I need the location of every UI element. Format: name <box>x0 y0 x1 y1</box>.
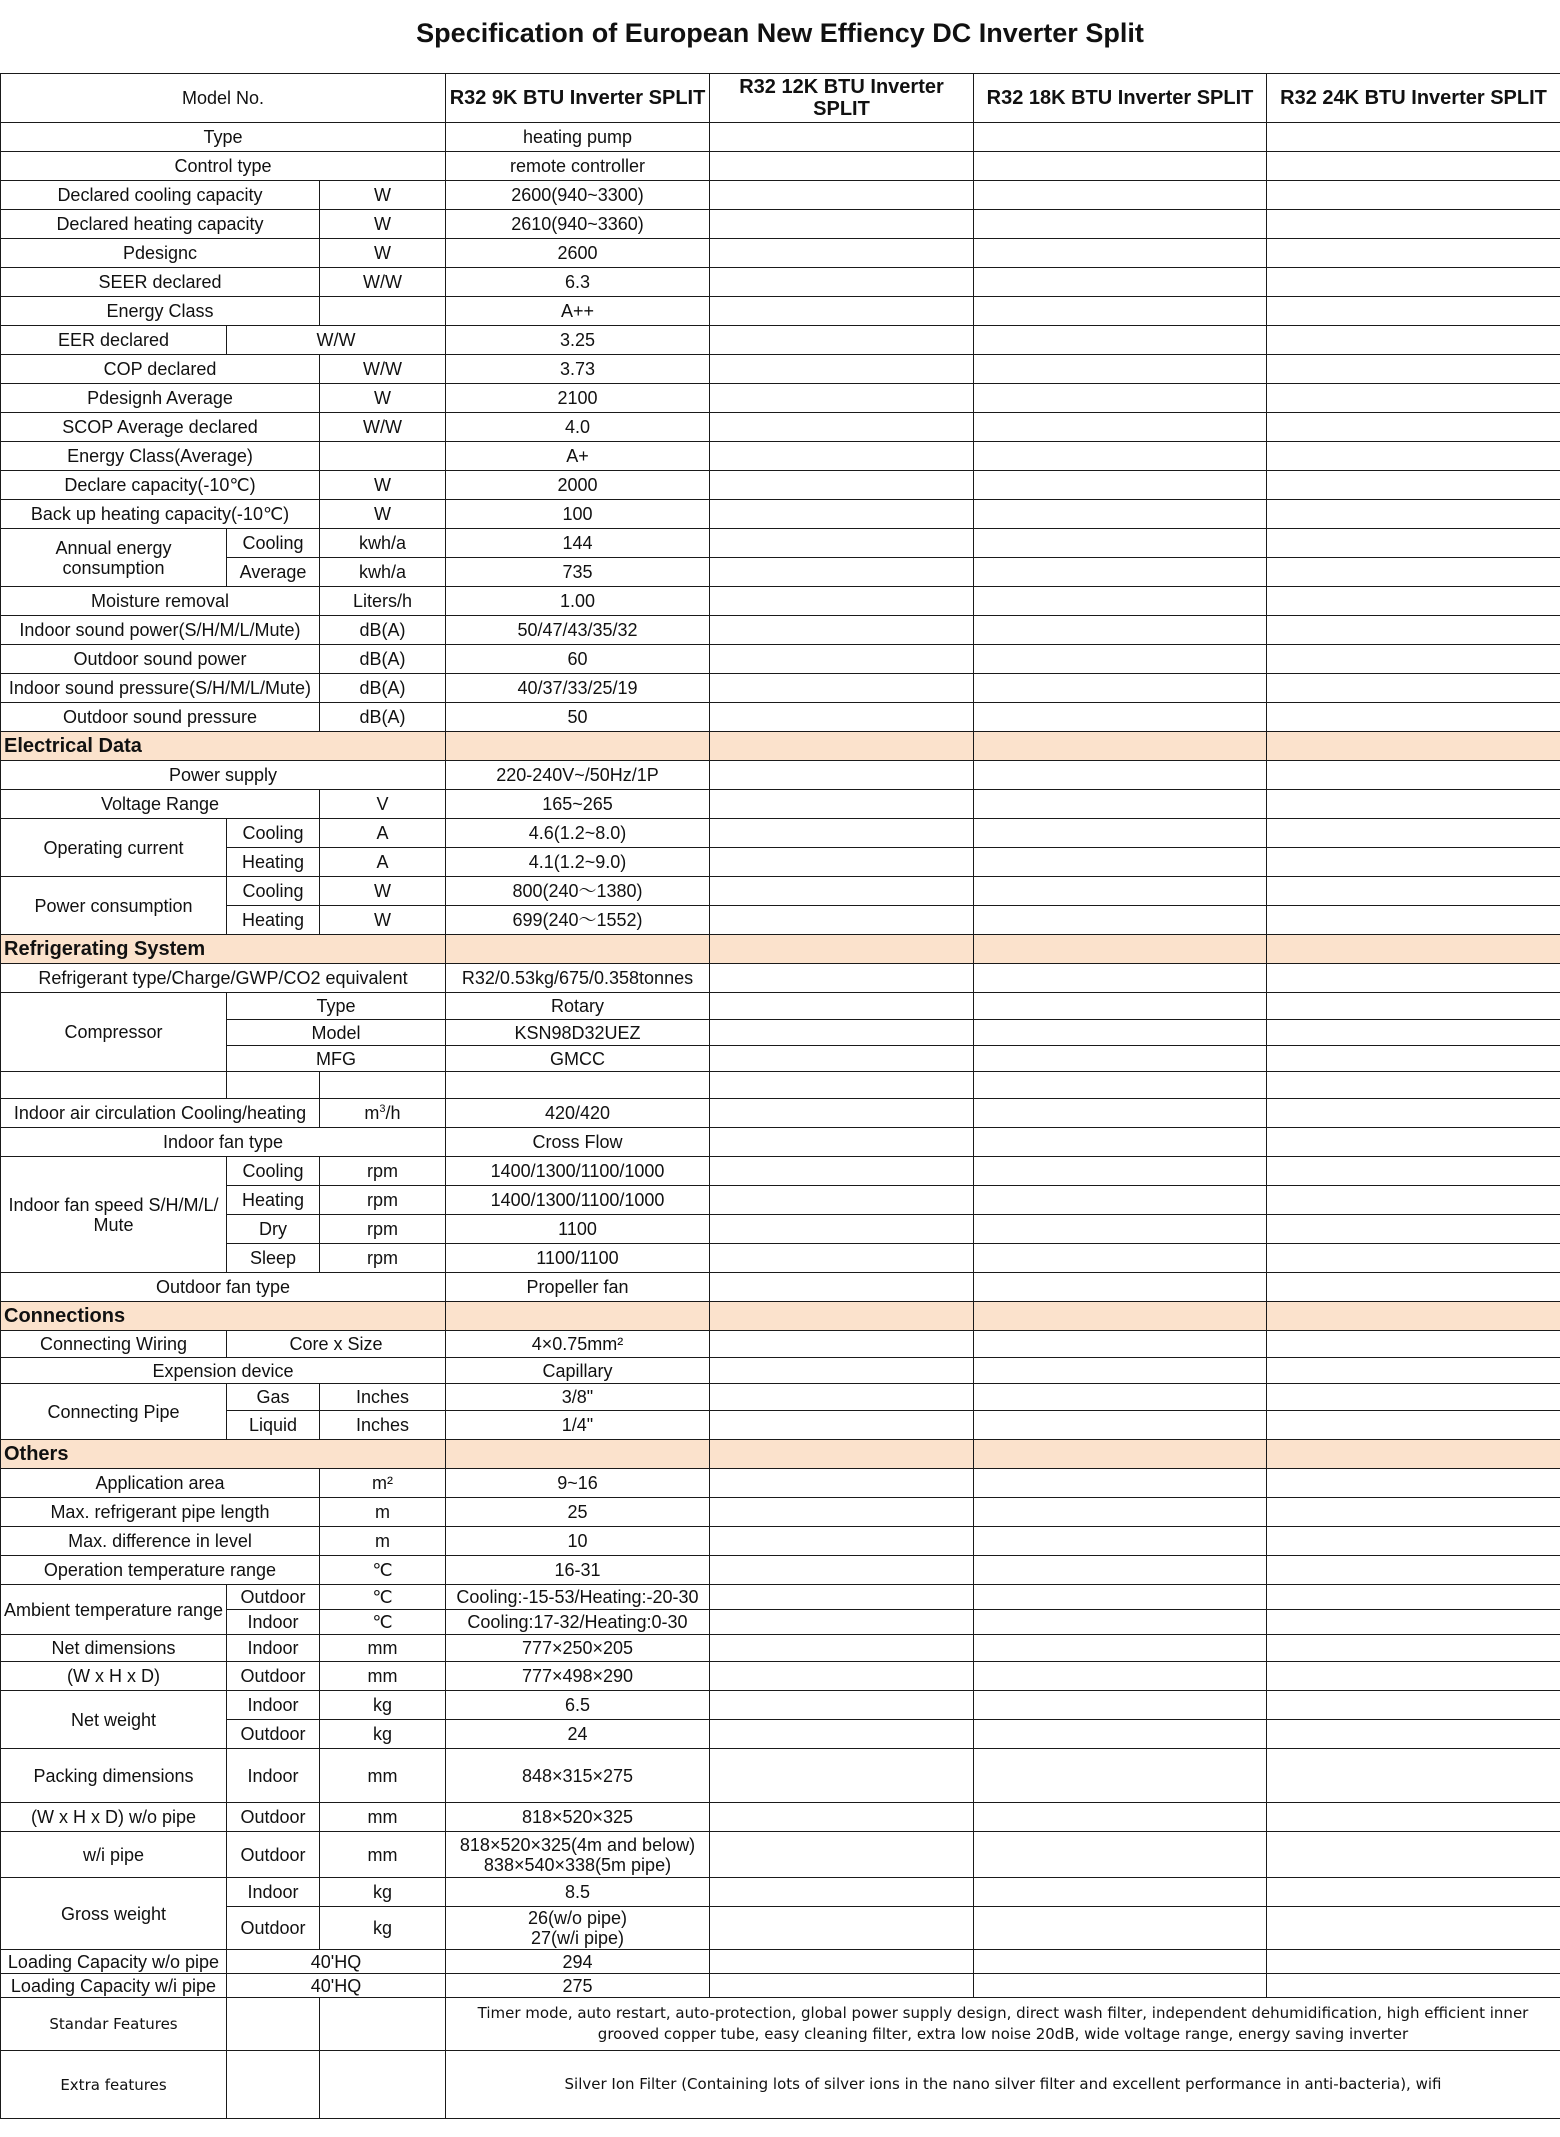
row-label: Refrigerant type/Charge/GWP/CO2 equivalent <box>1 964 446 993</box>
row-sublabel: Indoor <box>227 1749 320 1803</box>
table-row <box>1 1907 1560 1950</box>
row-unit: m <box>320 1527 446 1556</box>
section-row <box>1 1440 1560 1469</box>
table-row <box>1 1498 1560 1527</box>
table-row <box>1 152 1560 181</box>
row-unit: 40'HQ <box>227 1950 446 1974</box>
row-value: 420/420 <box>446 1099 710 1128</box>
table-row <box>1 268 1560 297</box>
row-value: 9~16 <box>446 1469 710 1498</box>
row-label: Max. refrigerant pipe length <box>1 1498 320 1527</box>
row-label: Gross weight <box>1 1878 227 1950</box>
table-row <box>1 123 1560 152</box>
row-label: Declare capacity(-10℃) <box>1 471 320 500</box>
row-value: 1400/1300/1100/1000 <box>446 1157 710 1186</box>
row-sublabel: Cooling <box>227 529 320 558</box>
row-label: Outdoor sound power <box>1 645 320 674</box>
table-row <box>1 210 1560 239</box>
table-row <box>1 1072 1560 1099</box>
row-unit: Liters/h <box>320 587 446 616</box>
row-value: 2600(940~3300) <box>446 181 710 210</box>
section-row <box>1 732 1560 761</box>
section-refrigerating: Refrigerating System <box>1 935 446 964</box>
table-row <box>1 1411 1560 1440</box>
row-label: Control type <box>1 152 446 181</box>
row-label: Connecting Pipe <box>1 1384 227 1440</box>
row-label: Type <box>1 123 446 152</box>
table-row <box>1 1950 1560 1974</box>
row-unit: $m^3/h$ <box>320 1099 446 1128</box>
row-sublabel: Heating <box>227 848 320 877</box>
row-value: 2100 <box>446 384 710 413</box>
row-label: Indoor fan speed S/H/M/L/ Mute <box>1 1157 227 1273</box>
model-18k: R32 18K BTU Inverter SPLIT <box>974 74 1267 123</box>
row-unit: W <box>320 239 446 268</box>
row-value: 3.25 <box>446 326 710 355</box>
row-unit: dB(A) <box>320 674 446 703</box>
table-row <box>1 1046 1560 1072</box>
row-sublabel: Outdoor <box>227 1803 320 1832</box>
row-unit: dB(A) <box>320 645 446 674</box>
table-row <box>1 674 1560 703</box>
row-unit: kg <box>320 1878 446 1907</box>
row-value: 1/4" <box>446 1411 710 1440</box>
table-row <box>1 616 1560 645</box>
table-row <box>1 1128 1560 1157</box>
table-row <box>1 239 1560 268</box>
table-row <box>1 761 1560 790</box>
row-unit: W <box>320 210 446 239</box>
table-row <box>1 1832 1560 1878</box>
row-value: GMCC <box>446 1046 710 1072</box>
row-value: 50/47/43/35/32 <box>446 616 710 645</box>
row-sublabel: Sleep <box>227 1244 320 1273</box>
row-value: 3/8" <box>446 1384 710 1411</box>
row-sublabel: Indoor <box>227 1878 320 1907</box>
row-unit: dB(A) <box>320 616 446 645</box>
row-label: Packing dimensions <box>1 1749 227 1803</box>
row-value: 6.3 <box>446 268 710 297</box>
row-value: remote controller <box>446 152 710 181</box>
row-value: A+ <box>446 442 710 471</box>
row-unit: kg <box>320 1907 446 1950</box>
table-row <box>1 1157 1560 1186</box>
row-sublabel: MFG <box>227 1046 446 1072</box>
row-sublabel: Indoor <box>227 1691 320 1720</box>
row-value: 25 <box>446 1498 710 1527</box>
table-row <box>1 587 1560 616</box>
row-label: Declared cooling capacity <box>1 181 320 210</box>
table-row <box>1 1358 1560 1384</box>
row-unit: 40'HQ <box>227 1974 446 1998</box>
row-label: Energy Class(Average) <box>1 442 320 471</box>
row-sublabel: Average <box>227 558 320 587</box>
table-row <box>1 1331 1560 1358</box>
row-unit: W/W <box>320 268 446 297</box>
table-row <box>1 326 1560 355</box>
row-label: Indoor fan type <box>1 1128 446 1157</box>
row-value: 4×0.75mm² <box>446 1331 710 1358</box>
row-value: 1100 <box>446 1215 710 1244</box>
row-sublabel: Model <box>227 1020 446 1046</box>
row-value: 1400/1300/1100/1000 <box>446 1186 710 1215</box>
standard-features-label: Standar Features <box>1 1998 227 2051</box>
row-label: Loading Capacity w/o pipe <box>1 1950 227 1974</box>
row-label: Compressor <box>1 993 227 1072</box>
row-unit: rpm <box>320 1244 446 1273</box>
row-label: Loading Capacity w/i pipe <box>1 1974 227 1998</box>
row-value: 1100/1100 <box>446 1244 710 1273</box>
row-unit: W <box>320 500 446 529</box>
table-row <box>1 848 1560 877</box>
table-row <box>1 645 1560 674</box>
row-label: Outdoor sound pressure <box>1 703 320 732</box>
row-unit: W <box>320 877 446 906</box>
table-row <box>1 819 1560 848</box>
section-connections: Connections <box>1 1302 446 1331</box>
row-value: Cross Flow <box>446 1128 710 1157</box>
table-row <box>1 790 1560 819</box>
row-label: Indoor sound power(S/H/M/L/Mute) <box>1 616 320 645</box>
row-unit <box>320 442 446 471</box>
page-title: Specification of European New Effiency DC Inverter Split <box>416 18 1144 48</box>
row-unit: mm <box>320 1662 446 1691</box>
table-row <box>1 964 1560 993</box>
row-label: Max. difference in level <box>1 1527 320 1556</box>
row-sublabel: Outdoor <box>227 1585 320 1610</box>
row-unit: ℃ <box>320 1556 446 1585</box>
table-row <box>1 1556 1560 1585</box>
row-value: heating pump <box>446 123 710 152</box>
row-unit: kwh/a <box>320 558 446 587</box>
table-row <box>1 1998 1560 2051</box>
table-row <box>1 1186 1560 1215</box>
row-label: Indoor sound pressure(S/H/M/L/Mute) <box>1 674 320 703</box>
spec-table <box>0 73 1560 2119</box>
row-label: Connecting Wiring <box>1 1331 227 1358</box>
row-value: 60 <box>446 645 710 674</box>
table-row <box>1 1384 1560 1411</box>
table-row <box>1 1803 1560 1832</box>
row-label: w/i pipe <box>1 1832 227 1878</box>
row-label: Ambient temperature range <box>1 1585 227 1635</box>
row-sublabel: Cooling <box>227 819 320 848</box>
row-value: Capillary <box>446 1358 710 1384</box>
row-unit: rpm <box>320 1157 446 1186</box>
table-row <box>1 1244 1560 1273</box>
row-value: 40/37/33/25/19 <box>446 674 710 703</box>
row-value: 2000 <box>446 471 710 500</box>
row-unit: V <box>320 790 446 819</box>
row-value: Cooling:-15-53/Heating:-20-30 <box>446 1585 710 1610</box>
row-label: SCOP Average declared <box>1 413 320 442</box>
row-sublabel: Cooling <box>227 1157 320 1186</box>
row-sublabel: Indoor <box>227 1610 320 1635</box>
row-value: 26(w/o pipe) 27(w/i pipe) <box>446 1907 710 1950</box>
row-value: A++ <box>446 297 710 326</box>
section-row <box>1 1302 1560 1331</box>
row-value: Cooling:17-32/Heating:0-30 <box>446 1610 710 1635</box>
row-unit: W <box>320 384 446 413</box>
row-label: Expension device <box>1 1358 446 1384</box>
row-label: COP declared <box>1 355 320 384</box>
model-9k: R32 9K BTU Inverter SPLIT <box>446 74 710 123</box>
table-row <box>1 1215 1560 1244</box>
row-label: Net weight <box>1 1691 227 1749</box>
row-unit: mm <box>320 1832 446 1878</box>
extra-features-label: Extra features <box>1 2051 227 2119</box>
row-label: EER declared <box>1 326 227 355</box>
row-unit: Inches <box>320 1411 446 1440</box>
table-row <box>1 1974 1560 1998</box>
row-sublabel: Liquid <box>227 1411 320 1440</box>
row-value: 818×520×325 <box>446 1803 710 1832</box>
section-row <box>1 935 1560 964</box>
table-row <box>1 442 1560 471</box>
row-value: 1.00 <box>446 587 710 616</box>
table-row <box>1 877 1560 906</box>
model-24k: R32 24K BTU Inverter SPLIT <box>1267 74 1560 123</box>
row-label: Moisture removal <box>1 587 320 616</box>
row-value: 8.5 <box>446 1878 710 1907</box>
row-unit: m <box>320 1498 446 1527</box>
row-value: 4.0 <box>446 413 710 442</box>
row-value: 10 <box>446 1527 710 1556</box>
table-row <box>1 1662 1560 1691</box>
table-row <box>1 1749 1560 1803</box>
section-others: Others <box>1 1440 446 1469</box>
table-row <box>1 297 1560 326</box>
row-value: 848×315×275 <box>446 1749 710 1803</box>
row-value: 100 <box>446 500 710 529</box>
row-unit: dB(A) <box>320 703 446 732</box>
row-unit: rpm <box>320 1215 446 1244</box>
row-value: 3.73 <box>446 355 710 384</box>
table-row <box>1 558 1560 587</box>
row-sublabel: Indoor <box>227 1635 320 1662</box>
row-sublabel: Outdoor <box>227 1662 320 1691</box>
row-value: 294 <box>446 1950 710 1974</box>
model-12k: R32 12K BTU Inverter SPLIT <box>710 74 974 123</box>
row-unit: mm <box>320 1635 446 1662</box>
table-row <box>1 1020 1560 1046</box>
row-label: Outdoor fan type <box>1 1273 446 1302</box>
header-row <box>1 74 1560 123</box>
row-unit: W/W <box>320 355 446 384</box>
row-label: Operating current <box>1 819 227 877</box>
row-value: Rotary <box>446 993 710 1020</box>
row-sublabel: Heating <box>227 1186 320 1215</box>
model-label: Model No. <box>1 74 446 123</box>
table-row <box>1 1527 1560 1556</box>
row-unit: mm <box>320 1803 446 1832</box>
row-value: R32/0.53kg/675/0.358tonnes <box>446 964 710 993</box>
row-value: 4.1(1.2~9.0) <box>446 848 710 877</box>
row-sublabel: Heating <box>227 906 320 935</box>
row-label: Application area <box>1 1469 320 1498</box>
row-label: (W x H x D) <box>1 1662 227 1691</box>
row-value: 16-31 <box>446 1556 710 1585</box>
row-unit <box>320 297 446 326</box>
row-unit: kg <box>320 1720 446 1749</box>
row-value: 699(240～1552) <box>446 906 710 935</box>
row-unit: W <box>320 906 446 935</box>
table-row <box>1 529 1560 558</box>
table-row <box>1 355 1560 384</box>
row-sublabel: Outdoor <box>227 1720 320 1749</box>
row-label: Energy Class <box>1 297 320 326</box>
table-row <box>1 2051 1560 2119</box>
table-row <box>1 1273 1560 1302</box>
row-unit: W/W <box>227 326 446 355</box>
row-label: Voltage Range <box>1 790 320 819</box>
row-value: 735 <box>446 558 710 587</box>
row-value: 818×520×325(4m and below) 838×540×338(5m pipe) <box>446 1832 710 1878</box>
table-row <box>1 906 1560 935</box>
row-unit: W/W <box>320 413 446 442</box>
row-value: 50 <box>446 703 710 732</box>
row-unit: Inches <box>320 1384 446 1411</box>
row-sublabel: Outdoor <box>227 1907 320 1950</box>
row-value: 2600 <box>446 239 710 268</box>
row-label: SEER declared <box>1 268 320 297</box>
table-row <box>1 1635 1560 1662</box>
row-value: 777×498×290 <box>446 1662 710 1691</box>
row-unit: ℃ <box>320 1585 446 1610</box>
row-label: Pdesignc <box>1 239 320 268</box>
row-value: 144 <box>446 529 710 558</box>
row-label: Net dimensions <box>1 1635 227 1662</box>
standard-features-value: Timer mode, auto restart, auto-protection, global power supply design, direct wash filter, independent dehumidification, high efficient inner grooved copper tube, easy cleaning filter, extra low noise 20dB, wide voltage range, energy saving inverter <box>446 1998 1560 2051</box>
row-unit: W <box>320 471 446 500</box>
section-electrical: Electrical Data <box>1 732 446 761</box>
row-label: Back up heating capacity(-10℃) <box>1 500 320 529</box>
row-label: Pdesignh Average <box>1 384 320 413</box>
row-value: 165~265 <box>446 790 710 819</box>
row-unit: W <box>320 181 446 210</box>
extra-features-value: Silver Ion Filter (Containing lots of silver ions in the nano silver filter and excellent performance in anti-bacteria), wifi <box>446 2051 1560 2119</box>
row-unit: A <box>320 819 446 848</box>
row-unit: ℃ <box>320 1610 446 1635</box>
row-label: Power consumption <box>1 877 227 935</box>
row-unit: kwh/a <box>320 529 446 558</box>
table-row <box>1 384 1560 413</box>
table-row <box>1 1878 1560 1907</box>
row-sublabel: Cooling <box>227 877 320 906</box>
row-sublabel: Outdoor <box>227 1832 320 1878</box>
row-sublabel: Dry <box>227 1215 320 1244</box>
table-row <box>1 703 1560 732</box>
table-row <box>1 181 1560 210</box>
row-label: Indoor air circulation Cooling/heating <box>1 1099 320 1128</box>
row-label: Operation temperature range <box>1 1556 320 1585</box>
table-row <box>1 1691 1560 1720</box>
row-value: 275 <box>446 1974 710 1998</box>
row-value: 220-240V~/50Hz/1P <box>446 761 710 790</box>
table-row <box>1 993 1560 1020</box>
row-value: 800(240～1380) <box>446 877 710 906</box>
row-sublabel: Core x Size <box>227 1331 446 1358</box>
row-label: Power supply <box>1 761 446 790</box>
row-unit: A <box>320 848 446 877</box>
row-unit: mm <box>320 1749 446 1803</box>
row-label: Declared heating capacity <box>1 210 320 239</box>
row-value: 777×250×205 <box>446 1635 710 1662</box>
table-row <box>1 1469 1560 1498</box>
table-row <box>1 1610 1560 1635</box>
table-row <box>1 1099 1560 1128</box>
table-row <box>1 500 1560 529</box>
row-unit: rpm <box>320 1186 446 1215</box>
row-label: Annual energy consumption <box>1 529 227 587</box>
row-value: 24 <box>446 1720 710 1749</box>
row-value: 6.5 <box>446 1691 710 1720</box>
row-sublabel: Type <box>227 993 446 1020</box>
table-row <box>1 413 1560 442</box>
row-unit: m² <box>320 1469 446 1498</box>
table-row <box>1 471 1560 500</box>
row-sublabel: Gas <box>227 1384 320 1411</box>
row-value: 4.6(1.2~8.0) <box>446 819 710 848</box>
table-row <box>1 1720 1560 1749</box>
row-value: Propeller fan <box>446 1273 710 1302</box>
row-value: KSN98D32UEZ <box>446 1020 710 1046</box>
row-label: (W x H x D) w/o pipe <box>1 1803 227 1832</box>
row-value: 2610(940~3360) <box>446 210 710 239</box>
row-unit: kg <box>320 1691 446 1720</box>
table-row <box>1 1585 1560 1610</box>
